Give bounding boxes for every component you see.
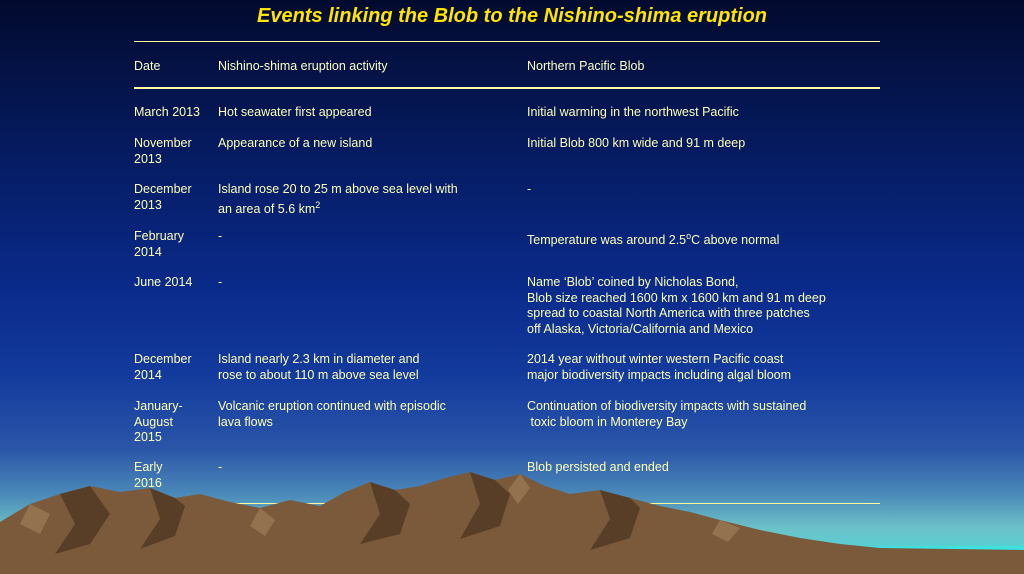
row-nishino: Island rose 20 to 25 m above sea level with an area of 5.6 $km^2$	[218, 182, 458, 216]
header-rule	[134, 87, 880, 89]
row-blob: Initial Blob 800 km wide and 91 m deep	[527, 136, 746, 150]
row-blob: -	[527, 182, 532, 196]
row-blob: Blob persisted and ended	[527, 460, 669, 474]
row-blob: Name ‘Blob’ coined by Nicholas Bond, Blob size reached 1600 km x 1600 km and 91 m deep spread to coastal North America with three patches off Alaska, Victoria/California and Mexico	[527, 275, 826, 336]
row-nishino: -	[218, 275, 223, 289]
header-blob: Northern Pacific Blob	[527, 59, 645, 73]
row-blob: 2014 year without winter western Pacific coast major biodiversity impacts including algal bloom	[527, 352, 792, 382]
mountain-landscape	[0, 464, 1024, 574]
row-blob: Initial warming in the northwest Pacific	[527, 105, 739, 119]
row-date: December 2013	[134, 182, 192, 212]
header-nishino: Nishino-shima eruption activity	[218, 59, 388, 73]
row-blob: Temperature was around 2.5$^o$C above normal	[527, 231, 780, 248]
row-date: March 2013	[134, 105, 201, 119]
row-nishino: -	[218, 460, 223, 474]
row-nishino: Hot seawater first appeared	[218, 105, 372, 119]
row-date: November 2013	[134, 136, 192, 166]
top-rule	[134, 41, 880, 42]
row-nishino: Volcanic eruption continued with episodic lava flows	[218, 399, 446, 429]
row-nishino: -	[218, 229, 223, 243]
row-nishino: Appearance of a new island	[218, 136, 373, 150]
row-date: December 2014	[134, 352, 192, 382]
row-date: February 2014	[134, 229, 185, 259]
row-blob: Continuation of biodiversity impacts with sustained toxic bloom in Monterey Bay	[527, 399, 807, 429]
slide-title: Events linking the Blob to the Nishino-shima eruption	[256, 5, 768, 27]
row-date: June 2014	[134, 275, 193, 289]
row-nishino: Island nearly 2.3 km in diameter and rose to about 110 m above sea level	[218, 352, 420, 382]
header-date: Date	[134, 59, 161, 73]
row-date: January- August 2015	[134, 399, 183, 444]
row-date: Early 2016	[134, 460, 163, 490]
